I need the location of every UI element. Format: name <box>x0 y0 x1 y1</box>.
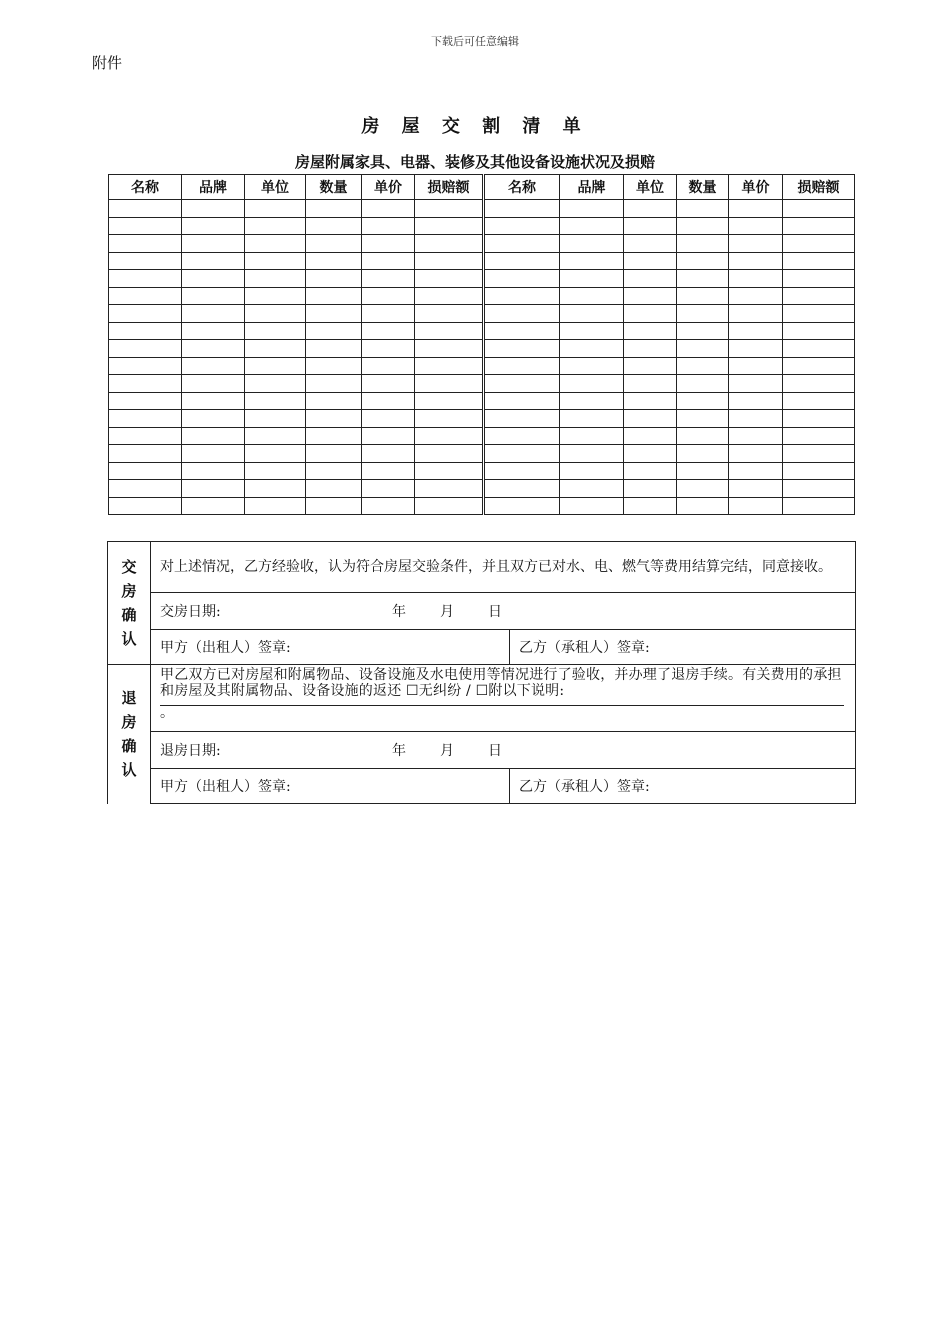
table-cell[interactable] <box>624 252 677 270</box>
checkout-date-field[interactable] <box>151 732 856 769</box>
confirmation-table <box>107 541 856 804</box>
table-cell[interactable] <box>624 445 677 463</box>
handover-party-b-sign[interactable]: 乙方（承租人）签章: <box>510 630 856 665</box>
table-cell[interactable] <box>362 340 415 358</box>
col-header-damage-2: 损赔额 <box>783 175 855 200</box>
table-cell[interactable] <box>245 235 306 253</box>
table-cell[interactable] <box>677 445 729 463</box>
col-header-unit-price-2: 单价 <box>729 175 783 200</box>
table-cell[interactable] <box>182 427 245 445</box>
table-cell[interactable] <box>783 305 855 323</box>
table-cell[interactable] <box>245 497 306 515</box>
table-cell[interactable] <box>560 445 624 463</box>
table-cell[interactable] <box>245 252 306 270</box>
table-row <box>109 287 855 305</box>
table-row <box>109 217 855 235</box>
table-cell[interactable] <box>560 427 624 445</box>
table-cell[interactable] <box>729 200 783 218</box>
col-header-name: 名称 <box>109 175 182 200</box>
table-cell[interactable] <box>783 392 855 410</box>
table-cell[interactable] <box>624 235 677 253</box>
table-cell[interactable] <box>624 375 677 393</box>
table-cell[interactable] <box>415 235 484 253</box>
table-cell[interactable] <box>306 357 362 375</box>
table-cell[interactable] <box>783 497 855 515</box>
table-cell[interactable] <box>415 427 484 445</box>
table-cell[interactable] <box>560 322 624 340</box>
col-header-unit-price: 单价 <box>362 175 415 200</box>
table-cell[interactable] <box>245 480 306 498</box>
table-cell[interactable] <box>306 410 362 428</box>
table-cell[interactable] <box>484 235 560 253</box>
table-cell[interactable] <box>109 287 182 305</box>
table-row <box>109 445 855 463</box>
col-header-quantity-2: 数量 <box>677 175 729 200</box>
table-cell[interactable] <box>109 217 182 235</box>
document-title: 房 屋 交 割 清 单 <box>361 116 589 137</box>
table-cell[interactable] <box>484 375 560 393</box>
checkout-party-a-sign[interactable]: 甲方（出租人）签章: <box>151 769 510 804</box>
table-cell[interactable] <box>362 427 415 445</box>
table-cell[interactable] <box>245 305 306 323</box>
month-label: 月 <box>440 743 454 759</box>
table-cell[interactable] <box>306 252 362 270</box>
table-cell[interactable] <box>783 322 855 340</box>
table-row <box>109 427 855 445</box>
table-cell[interactable] <box>560 200 624 218</box>
handover-date-label: 交房日期: <box>160 604 221 620</box>
table-subtitle: 房屋附属家具、电器、装修及其他设备设施状况及损赔 <box>294 153 655 171</box>
table-cell[interactable] <box>182 410 245 428</box>
table-cell[interactable] <box>783 357 855 375</box>
table-cell[interactable] <box>182 462 245 480</box>
table-cell[interactable] <box>729 305 783 323</box>
table-cell[interactable] <box>109 322 182 340</box>
table-cell[interactable] <box>484 305 560 323</box>
table-cell[interactable] <box>624 497 677 515</box>
table-cell[interactable] <box>560 462 624 480</box>
table-cell[interactable] <box>415 375 484 393</box>
table-cell[interactable] <box>182 252 245 270</box>
table-cell[interactable] <box>109 375 182 393</box>
table-cell[interactable] <box>560 357 624 375</box>
table-cell[interactable] <box>677 392 729 410</box>
table-cell[interactable] <box>182 445 245 463</box>
table-cell[interactable] <box>729 497 783 515</box>
table-cell[interactable] <box>729 252 783 270</box>
table-cell[interactable] <box>109 497 182 515</box>
table-cell[interactable] <box>729 427 783 445</box>
table-cell[interactable] <box>109 340 182 358</box>
table-cell[interactable] <box>677 410 729 428</box>
table-cell[interactable] <box>783 200 855 218</box>
table-cell[interactable] <box>415 340 484 358</box>
table-cell[interactable] <box>245 322 306 340</box>
table-cell[interactable] <box>624 287 677 305</box>
table-cell[interactable] <box>109 252 182 270</box>
table-cell[interactable] <box>624 200 677 218</box>
table-cell[interactable] <box>729 322 783 340</box>
table-cell[interactable] <box>362 217 415 235</box>
table-cell[interactable] <box>182 200 245 218</box>
table-cell[interactable] <box>484 270 560 288</box>
table-cell[interactable] <box>783 375 855 393</box>
table-cell[interactable] <box>560 392 624 410</box>
col-header-name-2: 名称 <box>484 175 560 200</box>
year-label: 年 <box>392 604 406 620</box>
table-cell[interactable] <box>484 287 560 305</box>
table-cell[interactable] <box>182 287 245 305</box>
table-cell[interactable] <box>415 480 484 498</box>
table-cell[interactable] <box>560 480 624 498</box>
table-cell[interactable] <box>677 270 729 288</box>
table-cell[interactable] <box>677 357 729 375</box>
table-cell[interactable] <box>729 392 783 410</box>
table-cell[interactable] <box>677 217 729 235</box>
table-cell[interactable] <box>484 340 560 358</box>
table-cell[interactable] <box>182 305 245 323</box>
handover-date-field[interactable] <box>151 593 856 630</box>
table-cell[interactable] <box>182 322 245 340</box>
table-cell[interactable] <box>729 462 783 480</box>
table-cell[interactable] <box>484 462 560 480</box>
table-cell[interactable] <box>484 445 560 463</box>
table-cell[interactable] <box>109 445 182 463</box>
table-cell[interactable] <box>109 200 182 218</box>
table-cell[interactable] <box>783 270 855 288</box>
table-cell[interactable] <box>415 410 484 428</box>
handover-date-row <box>108 593 856 630</box>
table-cell[interactable] <box>560 270 624 288</box>
table-cell[interactable] <box>362 497 415 515</box>
table-cell[interactable] <box>783 287 855 305</box>
checkout-period: 。 <box>160 705 174 721</box>
table-cell[interactable] <box>677 427 729 445</box>
table-row <box>109 392 855 410</box>
table-cell[interactable] <box>729 217 783 235</box>
table-cell[interactable] <box>109 270 182 288</box>
table-cell[interactable] <box>484 427 560 445</box>
handover-party-a-sign[interactable]: 甲方（出租人）签章: <box>151 630 510 665</box>
table-cell[interactable] <box>415 305 484 323</box>
table-cell[interactable] <box>182 340 245 358</box>
table-row <box>109 305 855 323</box>
table-cell[interactable] <box>109 305 182 323</box>
table-cell[interactable] <box>362 287 415 305</box>
table-cell[interactable] <box>362 252 415 270</box>
table-cell[interactable] <box>624 427 677 445</box>
table-cell[interactable] <box>624 357 677 375</box>
table-cell[interactable] <box>624 462 677 480</box>
table-cell[interactable] <box>624 410 677 428</box>
table-cell[interactable] <box>729 480 783 498</box>
table-cell[interactable] <box>306 322 362 340</box>
table-cell[interactable] <box>109 235 182 253</box>
table-cell[interactable] <box>306 200 362 218</box>
table-cell[interactable] <box>677 200 729 218</box>
table-cell[interactable] <box>783 252 855 270</box>
table-cell[interactable] <box>484 392 560 410</box>
table-cell[interactable] <box>306 480 362 498</box>
table-cell[interactable] <box>484 480 560 498</box>
table-cell[interactable] <box>415 445 484 463</box>
table-cell[interactable] <box>245 287 306 305</box>
table-cell[interactable] <box>182 375 245 393</box>
table-cell[interactable] <box>729 235 783 253</box>
table-cell[interactable] <box>245 427 306 445</box>
table-cell[interactable] <box>362 445 415 463</box>
table-cell[interactable] <box>306 392 362 410</box>
table-cell[interactable] <box>783 427 855 445</box>
table-cell[interactable] <box>306 217 362 235</box>
table-cell[interactable] <box>783 235 855 253</box>
handover-sign-row <box>108 630 856 665</box>
table-row <box>109 322 855 340</box>
day-label: 日 <box>488 604 502 620</box>
table-row <box>109 252 855 270</box>
checkout-date-label: 退房日期: <box>160 743 221 759</box>
table-cell[interactable] <box>109 392 182 410</box>
handover-statement: 对上述情况，乙方经验收，认为符合房屋交验条件，并且双方已对水、电、燃气等费用结算完结，同意接收。 <box>151 542 856 593</box>
table-cell[interactable] <box>415 217 484 235</box>
table-cell[interactable] <box>245 200 306 218</box>
table-cell[interactable] <box>783 462 855 480</box>
table-row <box>109 270 855 288</box>
table-cell[interactable] <box>729 270 783 288</box>
table-cell[interactable] <box>677 497 729 515</box>
table-row <box>109 357 855 375</box>
table-cell[interactable] <box>245 375 306 393</box>
table-cell[interactable] <box>783 410 855 428</box>
table-cell[interactable] <box>245 392 306 410</box>
table-cell[interactable] <box>245 357 306 375</box>
year-label: 年 <box>392 743 406 759</box>
table-cell[interactable] <box>182 497 245 515</box>
table-cell[interactable] <box>624 392 677 410</box>
table-cell[interactable] <box>677 462 729 480</box>
table-cell[interactable] <box>415 462 484 480</box>
table-row <box>109 497 855 515</box>
table-cell[interactable] <box>624 270 677 288</box>
table-cell[interactable] <box>306 287 362 305</box>
table-cell[interactable] <box>484 410 560 428</box>
table-cell[interactable] <box>624 480 677 498</box>
table-cell[interactable] <box>182 480 245 498</box>
table-cell[interactable] <box>783 217 855 235</box>
inventory-header-row <box>109 175 855 200</box>
table-cell[interactable] <box>677 375 729 393</box>
table-cell[interactable] <box>415 392 484 410</box>
table-cell[interactable] <box>677 252 729 270</box>
checkout-party-b-sign[interactable]: 乙方（承租人）签章: <box>510 769 856 804</box>
table-cell[interactable] <box>362 305 415 323</box>
table-cell[interactable] <box>484 217 560 235</box>
table-row <box>109 200 855 218</box>
table-row <box>109 375 855 393</box>
day-label: 日 <box>488 743 502 759</box>
table-cell[interactable] <box>245 410 306 428</box>
table-cell[interactable] <box>415 287 484 305</box>
table-cell[interactable] <box>306 427 362 445</box>
table-row <box>109 462 855 480</box>
table-row <box>109 480 855 498</box>
table-cell[interactable] <box>560 287 624 305</box>
table-row <box>109 410 855 428</box>
table-cell[interactable] <box>729 340 783 358</box>
table-cell[interactable] <box>560 410 624 428</box>
table-row <box>109 340 855 358</box>
table-cell[interactable] <box>362 322 415 340</box>
table-cell[interactable] <box>624 305 677 323</box>
table-cell[interactable] <box>306 497 362 515</box>
table-cell[interactable] <box>362 235 415 253</box>
table-cell[interactable] <box>362 392 415 410</box>
table-cell[interactable] <box>245 270 306 288</box>
table-cell[interactable] <box>560 375 624 393</box>
table-cell[interactable] <box>560 217 624 235</box>
month-label: 月 <box>440 604 454 620</box>
table-cell[interactable] <box>415 497 484 515</box>
table-cell[interactable] <box>362 200 415 218</box>
table-cell[interactable] <box>415 322 484 340</box>
table-cell[interactable] <box>182 392 245 410</box>
checkout-side-label: 退 房 确 认 <box>108 665 151 804</box>
table-cell[interactable] <box>624 217 677 235</box>
table-cell[interactable] <box>624 340 677 358</box>
table-cell[interactable] <box>783 445 855 463</box>
table-cell[interactable] <box>484 497 560 515</box>
table-cell[interactable] <box>560 305 624 323</box>
table-cell[interactable] <box>306 340 362 358</box>
table-cell[interactable] <box>415 270 484 288</box>
checkout-date-row <box>108 732 856 769</box>
table-cell[interactable] <box>783 480 855 498</box>
table-cell[interactable] <box>415 200 484 218</box>
handover-side-label: 交 房 确 认 <box>108 542 151 665</box>
table-cell[interactable] <box>182 270 245 288</box>
table-cell[interactable] <box>677 340 729 358</box>
table-cell[interactable] <box>306 375 362 393</box>
table-cell[interactable] <box>677 305 729 323</box>
table-cell[interactable] <box>484 200 560 218</box>
table-cell[interactable] <box>677 235 729 253</box>
col-header-unit: 单位 <box>245 175 306 200</box>
checkout-statement: 甲乙双方已对房屋和附属物品、设备设施及水电使用等情况进行了验收，并办理了退房手续。有关费用的承担和房屋及其附属物品、设备设施的返还 ☐无纠纷 / ☐附以下说明: <box>160 667 842 699</box>
col-header-unit-2: 单位 <box>624 175 677 200</box>
checkout-statement-cell <box>151 665 856 732</box>
table-cell[interactable] <box>729 357 783 375</box>
table-cell[interactable] <box>677 480 729 498</box>
table-cell[interactable] <box>560 497 624 515</box>
table-cell[interactable] <box>109 427 182 445</box>
table-cell[interactable] <box>362 480 415 498</box>
table-cell[interactable] <box>362 462 415 480</box>
table-cell[interactable] <box>245 445 306 463</box>
table-cell[interactable] <box>306 462 362 480</box>
handover-statement-row <box>108 542 856 593</box>
table-cell[interactable] <box>624 322 677 340</box>
attachment-label: 附件 <box>92 54 123 72</box>
table-row <box>109 235 855 253</box>
checkout-sign-row <box>108 769 856 804</box>
table-cell[interactable] <box>245 462 306 480</box>
col-header-brand: 品牌 <box>182 175 245 200</box>
table-cell[interactable] <box>362 357 415 375</box>
table-cell[interactable] <box>182 217 245 235</box>
table-cell[interactable] <box>484 252 560 270</box>
table-cell[interactable] <box>362 375 415 393</box>
table-cell[interactable] <box>729 410 783 428</box>
table-cell[interactable] <box>109 357 182 375</box>
header-note: 下载后可任意编辑 <box>431 35 519 48</box>
table-cell[interactable] <box>484 357 560 375</box>
inventory-table <box>108 174 855 515</box>
table-cell[interactable] <box>560 340 624 358</box>
table-cell[interactable] <box>729 287 783 305</box>
table-cell[interactable] <box>109 480 182 498</box>
table-cell[interactable] <box>484 322 560 340</box>
table-cell[interactable] <box>306 235 362 253</box>
table-cell[interactable] <box>182 235 245 253</box>
table-cell[interactable] <box>109 462 182 480</box>
table-cell[interactable] <box>415 357 484 375</box>
table-cell[interactable] <box>306 270 362 288</box>
explanation-line[interactable] <box>160 699 844 706</box>
col-header-brand-2: 品牌 <box>560 175 624 200</box>
table-cell[interactable] <box>362 410 415 428</box>
table-cell[interactable] <box>729 375 783 393</box>
table-cell[interactable] <box>677 322 729 340</box>
table-cell[interactable] <box>109 410 182 428</box>
table-cell[interactable] <box>783 340 855 358</box>
table-cell[interactable] <box>677 287 729 305</box>
table-cell[interactable] <box>245 217 306 235</box>
table-cell[interactable] <box>560 252 624 270</box>
table-cell[interactable] <box>362 270 415 288</box>
table-cell[interactable] <box>182 357 245 375</box>
table-cell[interactable] <box>245 340 306 358</box>
col-header-damage: 损赔额 <box>415 175 484 200</box>
table-cell[interactable] <box>415 252 484 270</box>
table-cell[interactable] <box>306 305 362 323</box>
checkout-statement-row <box>108 665 856 732</box>
col-header-quantity: 数量 <box>306 175 362 200</box>
table-cell[interactable] <box>729 445 783 463</box>
table-cell[interactable] <box>560 235 624 253</box>
table-cell[interactable] <box>306 445 362 463</box>
